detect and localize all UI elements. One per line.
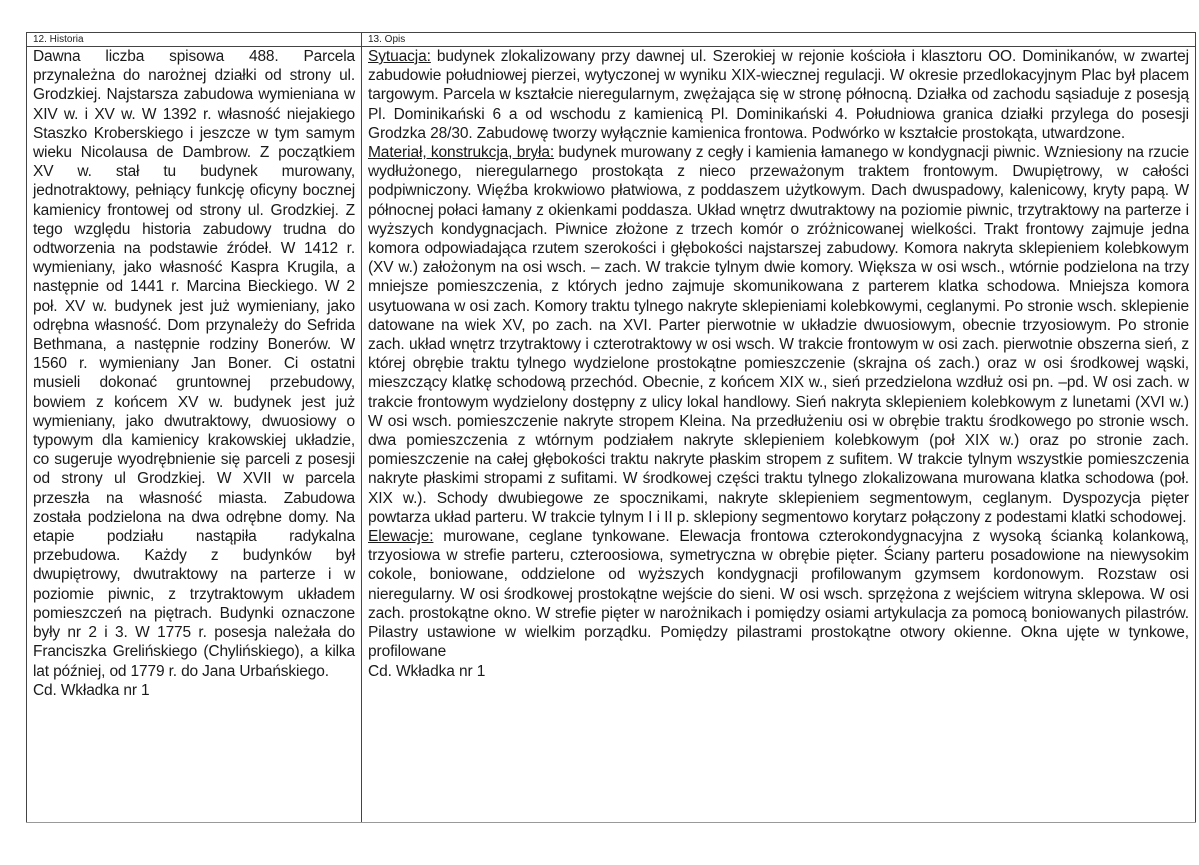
history-header: 12. Historia bbox=[27, 33, 361, 47]
card-bottom-rule bbox=[26, 822, 1196, 823]
section-situation bbox=[368, 47, 1189, 143]
description-column bbox=[362, 33, 1195, 822]
section-situation-text: budynek zlokalizowany przy dawnej ul. Szerokiej w rejonie kościoła i klasztoru OO. Dominikanów, w zwartej zabudowie południowej pierzei, wytyczonej w wyniku XIX-wiecznej regulacji. W okresie przedlokacyjnym Plac był placem targowym. Parcela w kształcie nieregularnym, zwężająca się w stronę północną. Działka od zachodu sąsiaduje z posesją Pl. Dominikański 6 a od wschodu z kamienicą Pl. Dominikański 4. Południowa granica działki przylega do posesji Grodzka 28/30. Zabudowę tworzy wyłącznie kamienica frontowa. Podwórko w kształcie prostokąta, utwardzone. bbox=[368, 48, 1189, 142]
section-material-label: Materiał, konstrukcja, bryła: bbox=[368, 144, 555, 162]
history-text: Dawna liczba spisowa 488. Parcela przynależna do narożnej działki od strony ul. Grodzkiej. Najstarsza zabudowa wymieniana w XIV w. i XV w. W 1392 r. własność niejakiego Staszko Kroberskiego i jeszcze w tym samym wieku Nicolausa de Dambrow. Z początkiem XV w. stał tu budynek murowany, jednotraktowy, pełniący funkcję oficyny bocznej kamienicy frontowej od strony ul. Grodzkiej. Z tego względu historia zabudowy trudna do odtworzenia na podstawie źródeł. W 1412 r. wymieniany, jako własność Kaspra Krugila, a następnie od 1441 r. Marcina Bieckiego. W 2 poł. XV w. budynek jest już wymieniany, jako odrębna własność. Dom przynależy do Sefrida Bethmana, a następnie rodziny Bonerów. W 1560 r. wymieniany Jan Boner. Ci ostatni musieli dokonać gruntownej przebudowy, bowiem z końcem XV w. budynek jest już wymieniany, jako dwutraktowy, dwuosiowy o typowym dla kamienicy krakowskiej układzie, co sugeruje wyodrębnienie się parceli z posesji od strony ul Grodzkiej. W XVII w parcela przeszła na własność miasta. Zabudowa została podzielona na dwa odrębne domy. Na etapie podziału nastąpiła radykalna przebudowa. Każdy z budynków był dwupiętrowy, dwutraktowy na parterze i w poziomie piwnic, z trzytraktowym układem pomieszczeń na piętrach. Budynki oznaczone były nr 2 i 3. W 1775 r. posesja należała do Franciszka Grelińskiego (Chylińskiego), a kilka lat później, od 1779 r. do Jana Urbańskiego. bbox=[33, 48, 355, 680]
description-continuation-note: Cd. Wkładka nr 1 bbox=[368, 662, 486, 680]
section-facades-text: murowane, ceglane tynkowane. Elewacja frontowa czterokondygnacyjna z wysoką ścianką kolankową, trzyosiowa w strefie parteru, czteroosiowa, symetryczna w obrębie pięter. Ściany parteru posadowione na niewysokim cokole, boniowane, oddzielone od wyższych kondygnacji profilowanym gzymsem kordonowym. Rozstaw osi nieregularny. W osi środkowej prostokątne wejście do sieni. W osi wsch. sprzężona z wejściem witryna sklepowa. W osi zach. prostokątne okno. W strefie pięter w narożnikach i pomiędzy osiami artykulacja za pomocą boniowanych pilastrów. Pilastry ustawione w wielkim porządku. Pomiędzy pilastrami prostokątne otwory okienne. Okna ujęte w tynkowe, profilowane bbox=[368, 528, 1189, 661]
description-header: 13. Opis bbox=[362, 33, 1195, 47]
section-situation-label: Sytuacja: bbox=[368, 48, 431, 65]
section-material bbox=[368, 143, 1189, 527]
record-card bbox=[26, 32, 1196, 822]
history-continuation-note: Cd. Wkładka nr 1 bbox=[33, 681, 150, 699]
section-facades bbox=[368, 527, 1189, 661]
section-facades-label: Elewacje: bbox=[368, 528, 434, 546]
section-material-text: budynek murowany z cegły i kamienia łamanego w kondygnacji piwnic. Wzniesiony na rzucie wydłużonego, nieregularnego prostokąta z nieco przeważonym traktem frontowym. Dwupiętrowy, w całości podpiwniczony. Więźba krokwiowo płatwiowa, z poddaszem użytkowym. Dach dwuspadowy, kalenicowy, kryty papą. W północnej połaci łamany z okienkami poddasza. Układ wnętrz dwutraktowy na poziomie piwnic, trzytraktowy na parterze i wyższych kondygnacjach. Piwnice złożone z trzech komór o zróżnicowanej wielkości. Trakt frontowy zajmuje jedna komora odpowiadająca rzutem szerokości i głębokości najstarszej zabudowy. Komora nakryta sklepieniem kolebkowym (XV w.) założonym na osi wsch. – zach. W trakcie tylnym dwie komory. Większa w osi wsch., wtórnie podzielona na trzy mniejsze pomieszczenia, z których jedno zajmuje skomunikowana z parterem klatka schodowa. Mniejsza komora usytuowana w osi zach. Komory traktu tylnego nakryte sklepieniami kolebkowymi, ceglanymi. Po stronie wsch. sklepienie datowane na wiek XV, po zach. na XVI. Parter pierwotnie w układzie dwuosiowym, obecnie trzyosiowym. Po stronie zach. układ wnętrz trzytraktowy i czterotraktowy w osi wsch. W trakcie frontowym w osi zach. pierwotnie obszerna sień, z której obrębie traktu tylnego wydzielone prostokątne pomieszczenie (skrajna oś zach.) oraz w osi środkowej wąski, mieszczący klatkę schodową przechód. Obecnie, z końcem XIX w., sień przedzielona wzdłuż osi pn. –pd. W osi zach. w trakcie frontowym wydzielony dostępny z ulicy lokal handlowy. Sień nakryta sklepieniem kolebkowym z lunetami (XVI w.) W osi wsch. pomieszczenie nakryte stropem Kleina. Na przedłużeniu osi w obrębie traktu środkowego po stronie wsch. dwa pomieszczenia z wtórnym podziałem nakryte sklepieniem kolebkowym (poł XIX w.) oraz po stronie zach. pomieszczenie na całej głębokości traktu nakryte płaskim stropem z sufitem. W trakcie tylnym wszystkie pomieszczenia nakryte płaskimi stropami z sufitami. W środkowej części traktu tylnego zlokalizowana murowana klatka schodowa (poł. XIX w.). Schody dwubiegowe ze spocznikami, nakryte sklepieniem segmentowym, ceglanym. Dyspozycja pięter powtarza układ parteru. W trakcie tylnym I i II p. sklepiony segmentowo korytarz połączony z podestami klatki schodowej. bbox=[368, 144, 1189, 526]
history-column bbox=[27, 33, 362, 822]
